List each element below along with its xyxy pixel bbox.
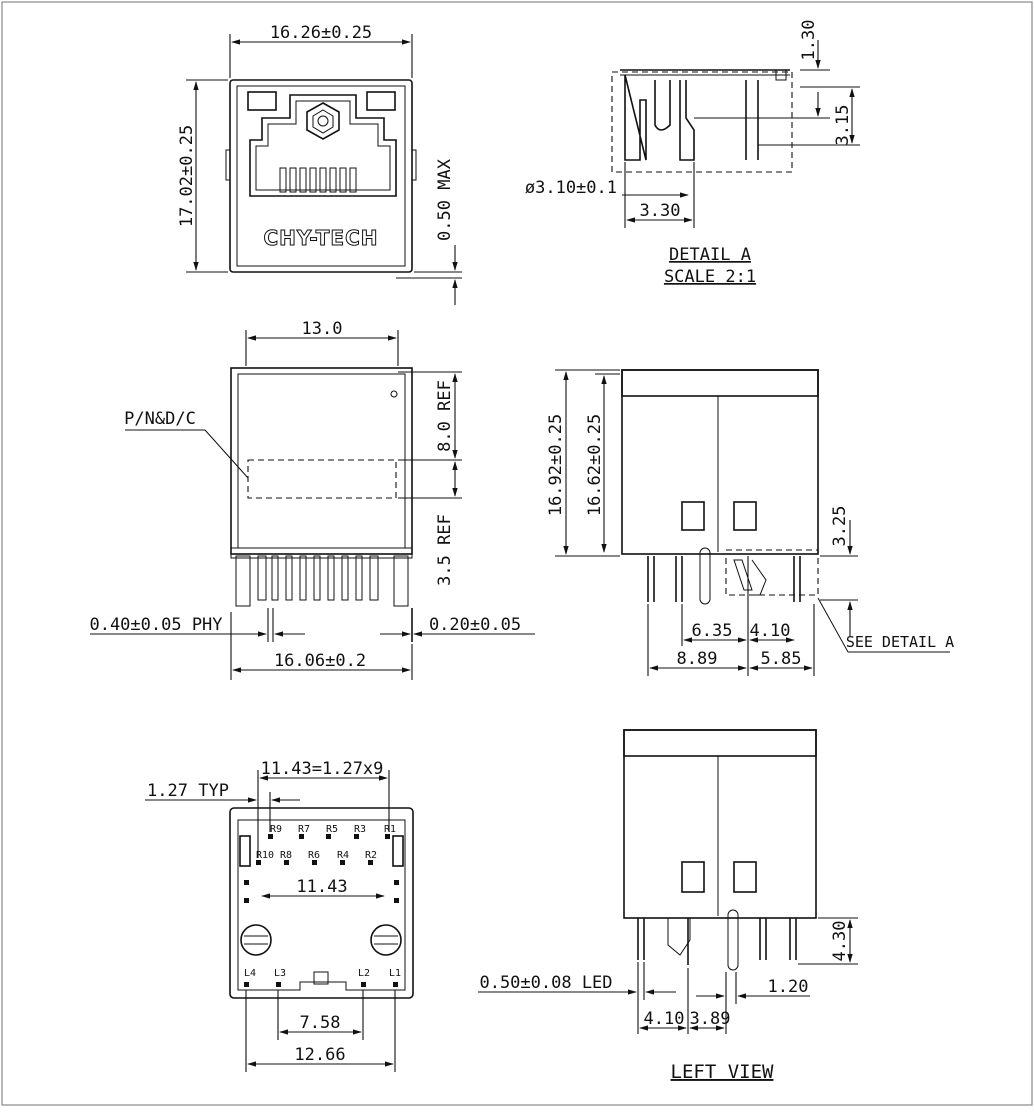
typ-pitch-dim: 1.27 TYP [147,781,229,801]
left-view-title: LEFT VIEW [670,1061,774,1083]
top-view [89,319,535,680]
pin-label-r2: R2 [364,850,378,861]
detail-a-boundary [612,72,792,172]
led-window-left [248,92,276,110]
side-d4-dim: 5.85 [760,649,802,669]
left-offset-dim: 1.20 [767,977,809,997]
label-area-dim: 8.0 REF [435,380,455,452]
side-h2-dim: 16.62±0.25 [585,413,605,517]
detail-offset-dim: 3.30 [639,201,681,221]
pin-label-r4: R4 [336,850,350,861]
mount-post-right [371,925,401,955]
bottom-overall-dim: 12.66 [294,1045,346,1065]
pin-label-r6: R6 [307,850,321,861]
led-pin-dim: 0.50±0.08 LED [479,973,613,993]
pin-label-r9: R9 [269,824,283,835]
side-h1-dim: 16.92±0.25 [546,413,566,517]
detail-scale: SCALE 2:1 [663,267,757,287]
left-pins [638,918,796,965]
side-view [546,370,954,676]
row-span-dim: 11.43 [296,877,348,897]
bottom-view [145,759,413,1072]
logo-hex-icon [307,103,339,139]
detail-a-callout-box [726,550,818,595]
led-label-l2: L2 [357,968,371,979]
left-d2-dim: 3.89 [689,1009,731,1029]
detail-title: DETAIL A [669,245,751,265]
detail-a-view [525,20,860,287]
sheet-border [2,2,1032,1105]
pitch-dim: 11.43=1.27x9 [260,759,384,779]
side-d2-dim: 4.10 [749,621,791,641]
standoff-dim: 0.50 MAX [435,159,455,241]
left-d1-dim: 4.10 [643,1009,685,1029]
led-label-l1: L1 [388,968,402,979]
see-detail-callout: SEE DETAIL A [845,633,955,651]
top-housing-outline [231,368,412,554]
led-span-dim: 7.58 [299,1013,341,1033]
led-window-right [367,92,395,110]
front-view [177,23,462,305]
top-width-dim: 13.0 [301,319,343,339]
detail-height-dim: 3.15 [833,104,853,146]
brand-logo: CHY-TECH [263,226,379,250]
left-view [478,730,858,1083]
side-pin-len-dim: 3.25 [830,505,850,547]
detail-hole-dim: ø3.10±0.1 [524,178,617,198]
led-label-l4: L4 [243,968,257,979]
pin-label-r3: R3 [353,824,367,835]
left-pin-len-dim: 4.30 [830,920,850,962]
top-overall-dim: 16.06±0.2 [273,651,367,671]
shield-dim: 0.20±0.05 [428,615,522,635]
side-d1-dim: 6.35 [691,621,733,641]
pin-label-r7: R7 [297,824,311,835]
contact-pins [280,168,356,192]
front-height-dim: 17.02±0.25 [177,124,197,228]
port-opening-inner [256,101,390,190]
pin-label-r8: R8 [279,850,293,861]
left-housing-outline [624,730,816,918]
mount-post-left [241,925,271,955]
label-height-dim: 3.5 REF [435,514,455,586]
pin-label-r10: R10 [255,850,275,861]
part-label-callout: P/N&D/C [124,409,196,429]
side-housing-outline [622,370,818,554]
led-label-l3: L3 [273,968,287,979]
pin-label-r1: R1 [383,824,397,835]
top-pins [236,556,408,606]
pin-label-r5: R5 [325,824,339,835]
phy-pin-dim: 0.40±0.05 PHY [89,615,223,635]
side-pins [648,556,800,602]
side-d3-dim: 8.89 [676,649,718,669]
detail-top-dim: 1.30 [799,19,819,61]
front-width-dim: 16.26±0.25 [269,23,373,43]
label-area [248,460,396,498]
